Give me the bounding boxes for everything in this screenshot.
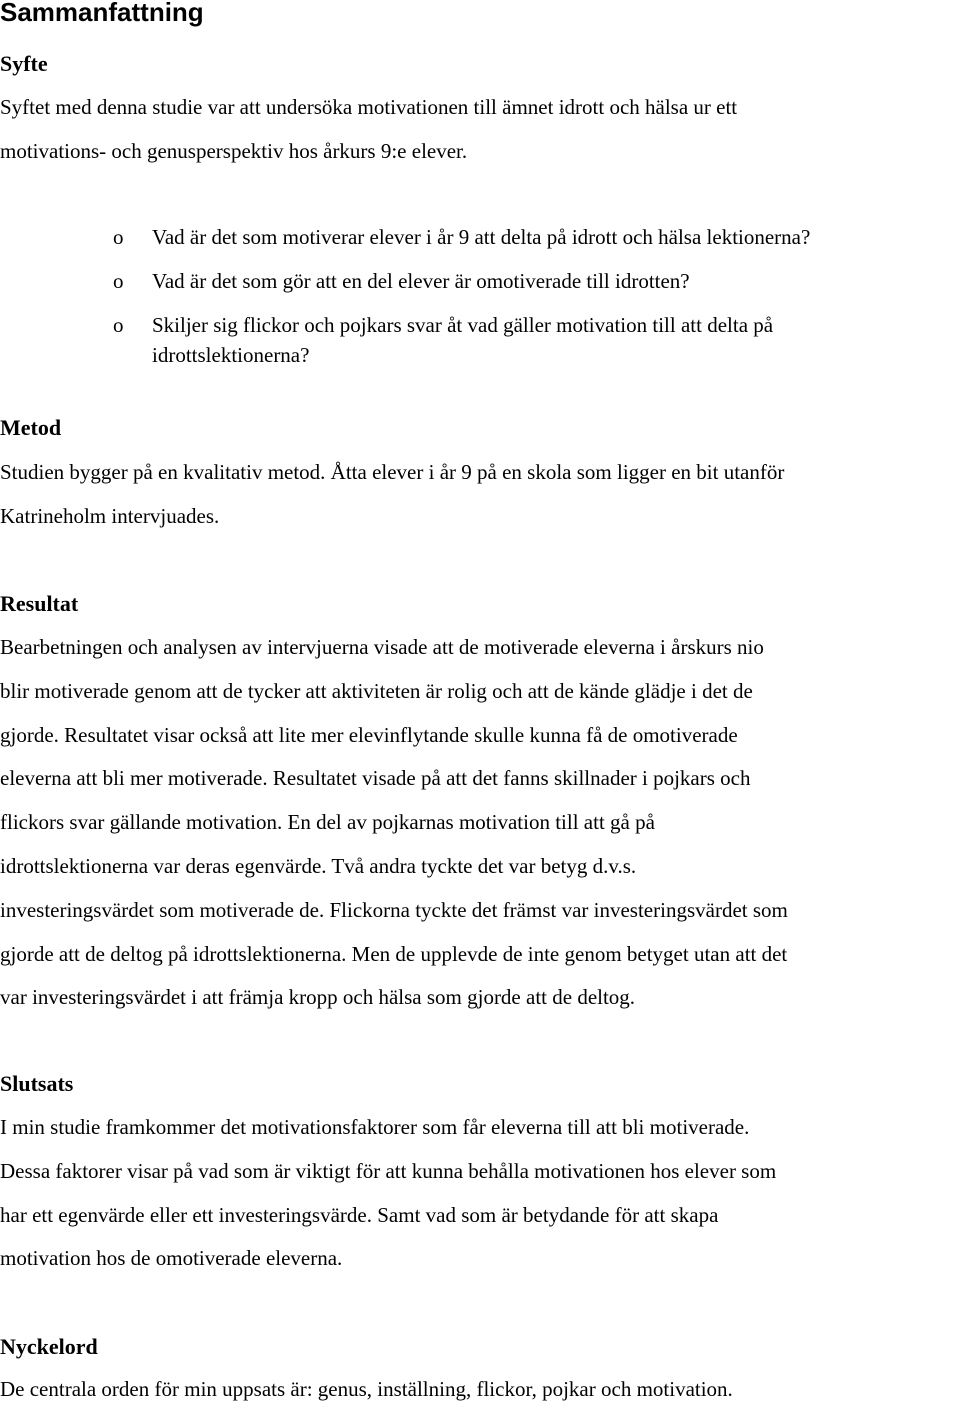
keywords-text: De centrala orden för min uppsats är: genus, inställning, flickor, pojkar och motivation. <box>0 1377 733 1401</box>
text-line: I min studie framkommer det motivationsfaktorer som får eleverna till att bli motiverade. <box>0 1115 750 1139</box>
question-text: Vad är det som gör att en del elever är omotiverade till idrotten? <box>152 269 690 293</box>
question-text: Vad är det som motiverar elever i år 9 att delta på idrott och hälsa lektionerna? <box>152 225 811 249</box>
text-line: Syftet med denna studie var att undersöka motivationen till ämnet idrott och hälsa ur ett <box>0 95 738 119</box>
heading-nyckelord: Nyckelord <box>0 1334 98 1359</box>
text-line: har ett egenvärde eller ett investeringsvärde. Samt vad som är betydande för att skapa <box>0 1202 719 1227</box>
text-line: gjorde att de deltog på idrottslektionerna. Men de upplevde de inte genom betyget utan att det <box>0 941 788 966</box>
research-question-list <box>0 222 960 384</box>
heading-slutsats: Slutsats <box>0 1071 74 1096</box>
document-title: Sammanfattning <box>0 0 204 27</box>
text-line: Dessa faktorer visar på vad som är viktigt för att kunna behålla motivationen hos elever som <box>0 1158 777 1183</box>
question-text: idrottslektionerna? <box>152 343 310 367</box>
text-line: flickors svar gällande motivation. En del av pojkarnas motivation till att gå på <box>0 810 655 835</box>
list-item <box>0 310 960 370</box>
text-line: motivation hos de omotiverade eleverna. <box>0 1246 343 1271</box>
text-line: blir motiverade genom att de tycker att aktiviteten är rolig och att de kände glädje i det de <box>0 678 753 703</box>
text-line: motivations- och genusperspektiv hos årkurs 9:e elever. <box>0 138 468 163</box>
heading-syfte: Syfte <box>0 51 48 76</box>
question-text: Skiljer sig flickor och pojkars svar åt vad gäller motivation till att delta på <box>152 313 774 337</box>
text-line: Studien bygger på en kvalitativ metod. Åtta elever i år 9 på en skola som ligger en bit utanför <box>0 460 785 484</box>
list-item <box>0 222 960 252</box>
bullet-marker: o <box>113 225 124 249</box>
paragraph-syfte <box>0 86 960 174</box>
text-line: gjorde. Resultatet visar också att lite mer elevinflytande skulle kunna få de omotiverade <box>0 722 738 747</box>
text-line: eleverna att bli mer motiverade. Resultatet visade på att det fanns skillnader i pojkars och <box>0 766 751 791</box>
heading-resultat: Resultat <box>0 591 79 616</box>
text-line: idrottslektionerna var deras egenvärde. Två andra tyckte det var betyg d.v.s. <box>0 853 637 878</box>
text-line: investeringsvärdet som motiverade de. Flickorna tyckte det främst var investeringsvärdet som <box>0 897 788 922</box>
bullet-marker: o <box>113 269 124 293</box>
list-item <box>0 266 960 296</box>
text-line: Katrineholm intervjuades. <box>0 503 220 528</box>
heading-metod: Metod <box>0 415 62 440</box>
paragraph-slutsats <box>0 1106 960 1281</box>
paragraph-resultat <box>0 626 960 1020</box>
text-line: Bearbetningen och analysen av intervjuerna visade att de motiverade eleverna i årskurs nio <box>0 635 764 659</box>
bullet-marker: o <box>113 313 124 337</box>
paragraph-metod <box>0 451 960 539</box>
text-line: var investeringsvärdet i att främja kropp och hälsa som gjorde att de deltog. <box>0 985 636 1010</box>
